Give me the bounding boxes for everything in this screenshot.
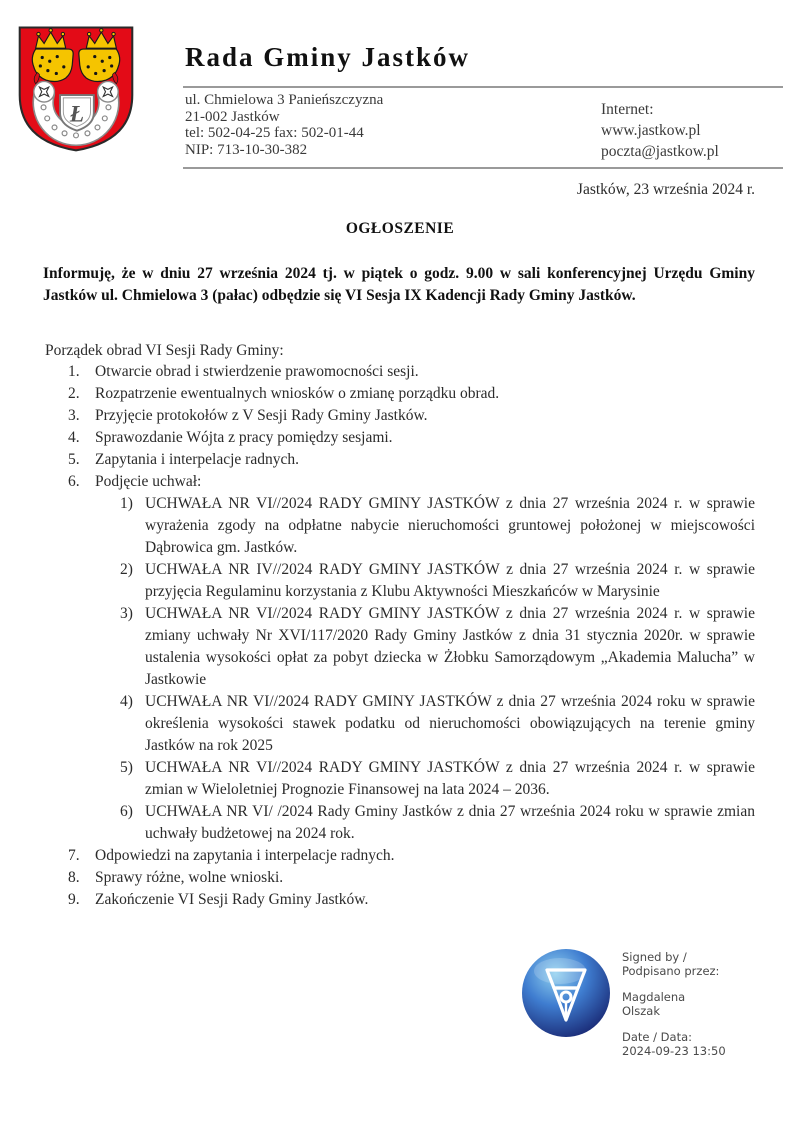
- item-text: Rozpatrzenie ewentualnych wniosków o zmianę porządku obrad.: [95, 385, 500, 402]
- item-text: UCHWAŁA NR VI//2024 RADY GMINY JASTKÓW z dnia 27 września 2024 roku w sprawie określenia wysokości stawek podatku od nieruchomości obowiązujących na terenie gminy Jastków na rok 2025: [145, 693, 755, 754]
- item-text: Przyjęcie protokołów z V Sesji Rady Gminy Jastków.: [95, 407, 428, 424]
- internet-block: [601, 92, 783, 162]
- agenda-item: [43, 471, 755, 493]
- item-text: UCHWAŁA NR IV//2024 RADY GMINY JASTKÓW z dnia 27 września 2024 r. w sprawie przyjęcia Regulaminu korzystania z Klubu Aktywności Mieszkańców w Marysinie: [145, 561, 755, 600]
- address-street: ul. Chmielowa 3 Panieńszczyzna: [185, 92, 384, 108]
- internet-label: Internet:: [601, 101, 654, 118]
- agenda-subitem: [43, 691, 755, 757]
- item-text: UCHWAŁA NR VI//2024 RADY GMINY JASTKÓW z dnia 27 września 2024 r. w sprawie wyrażenia zgody na odpłatne nabycie nieruchomości gruntowej położonej w miejscowości Dąbrowica gm. Jastków.: [145, 495, 755, 556]
- item-text: Sprawozdanie Wójta z pracy pomiędzy sesjami.: [95, 429, 393, 446]
- item-number: 1): [120, 495, 133, 512]
- agenda-item: [43, 383, 755, 405]
- item-text: UCHWAŁA NR VI/ /2024 Rady Gminy Jastków z dnia 27 września 2024 roku w sprawie zmian uchwały budżetowej na 2024 rok.: [145, 803, 755, 842]
- inner-shield-letter: Ł: [69, 101, 85, 128]
- item-number: 4): [120, 693, 133, 710]
- phone-fax: tel: 502-04-25 fax: 502-01-44: [185, 125, 364, 141]
- agenda-subitem: [43, 603, 755, 691]
- agenda-list: [43, 361, 755, 911]
- pen-nib-icon: [520, 947, 612, 1039]
- contact-block: [183, 86, 783, 169]
- item-number: 2): [120, 561, 133, 578]
- signed-by-label: Signed by / Podpisano przez:: [622, 950, 720, 978]
- item-number: 8.: [68, 869, 80, 886]
- item-number: 3): [120, 605, 133, 622]
- item-text: Odpowiedzi na zapytania i interpelacje radnych.: [95, 847, 395, 864]
- agenda-subitem: [43, 559, 755, 603]
- signature-date-value: 2024-09-23 13:50: [622, 1043, 726, 1058]
- item-text: Otwarcie obrad i stwierdzenie prawomocności sesji.: [95, 363, 419, 380]
- signature-date-label: Date / Data:: [622, 1030, 693, 1044]
- item-number: 9.: [68, 891, 80, 908]
- item-text: Zapytania i interpelacje radnych.: [95, 451, 299, 468]
- agenda-subitem: [43, 757, 755, 801]
- agenda-item: [43, 361, 755, 383]
- item-number: 7.: [68, 847, 80, 864]
- signature-stamp: [520, 947, 800, 1058]
- item-text: UCHWAŁA NR VI//2024 RADY GMINY JASTKÓW z dnia 27 września 2024 r. w sprawie zmiany uchwały Nr XVI/117/2020 Rady Gminy Jastków z dnia 31 stycznia 2020r. w sprawie ustalenia wysokości opłat za pobyt dziecka w Żłobku Samorządowym „Akademia Malucha” w Jastkowie: [145, 605, 755, 688]
- item-number: 5): [120, 759, 133, 776]
- signer-name: Magdalena Olszak: [622, 990, 686, 1018]
- agenda-subitem: [43, 801, 755, 845]
- item-number: 5.: [68, 451, 80, 468]
- item-text: Podjęcie uchwał:: [95, 473, 202, 490]
- item-number: 2.: [68, 385, 80, 402]
- agenda-subitem: [43, 493, 755, 559]
- nip: NIP: 713-10-30-382: [185, 141, 308, 158]
- agenda-item: [43, 449, 755, 471]
- inner-shield: [60, 95, 94, 131]
- agenda-item: [43, 427, 755, 449]
- address-block: [185, 92, 383, 162]
- item-number: 3.: [68, 407, 80, 424]
- item-text: UCHWAŁA NR VI//2024 RADY GMINY JASTKÓW z dnia 27 września 2024 r. w sprawie zmian w Wieloletniej Prognozie Finansowej na lata 2024 – 2036.: [145, 759, 755, 798]
- letterhead: [0, 0, 800, 172]
- email: poczta@jastkow.pl: [601, 143, 719, 160]
- dateline: Jastków, 23 września 2024 r.: [576, 181, 755, 198]
- item-number: 6): [120, 803, 133, 820]
- website: www.jastkow.pl: [601, 122, 701, 139]
- coat-of-arms: [15, 20, 137, 156]
- agenda-heading: Porządek obrad VI Sesji Rady Gminy:: [45, 342, 284, 359]
- agenda-item: [43, 405, 755, 427]
- intro-paragraph: Informuję, że w dniu 27 września 2024 tj. w piątek o godz. 9.00 w sali konferencyjnej Urzędu Gminy Jastków ul. Chmielowa 3 (pałac) odbędzie się VI Sesja IX Kadencji Rady Gminy Jastków.: [43, 265, 755, 304]
- item-number: 4.: [68, 429, 80, 446]
- address-city: 21-002 Jastków: [185, 108, 280, 125]
- agenda-item: [43, 845, 755, 867]
- item-text: Sprawy różne, wolne wnioski.: [95, 869, 284, 886]
- org-name: Rada Gminy Jastków: [185, 42, 471, 72]
- signature-date: [622, 1031, 726, 1058]
- agenda-item: [43, 889, 755, 911]
- item-number: 6.: [68, 473, 80, 490]
- item-text: Zakończenie VI Sesji Rady Gminy Jastków.: [95, 891, 369, 908]
- item-number: 1.: [68, 363, 80, 380]
- document-title: OGŁOSZENIE: [345, 220, 455, 237]
- signature-text: [622, 951, 726, 1058]
- agenda-item: [43, 867, 755, 889]
